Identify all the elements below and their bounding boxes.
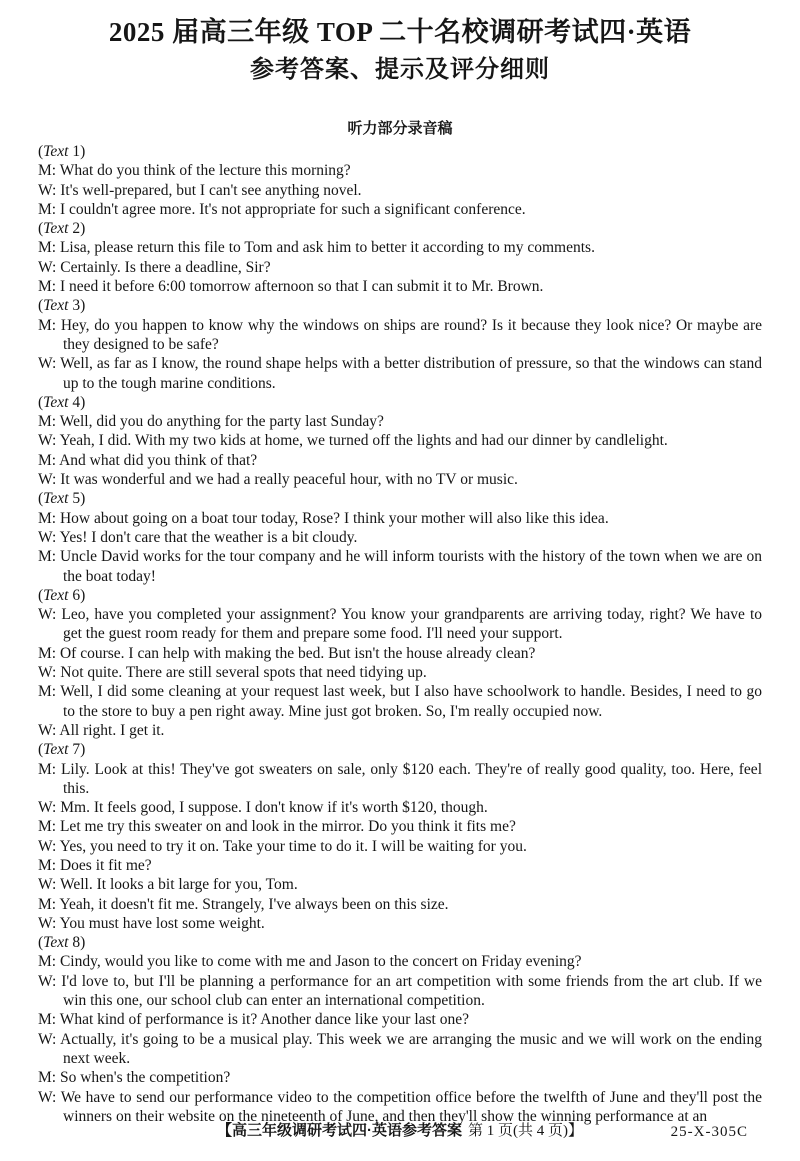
speaker-label: W: — [38, 432, 60, 450]
speaker-label: W: — [38, 471, 61, 489]
dialogue-line: M: What do you think of the lecture this morning? — [38, 162, 351, 180]
dialogue-line: M: I couldn't agree more. It's not appropriate for such a significant conference. — [38, 200, 526, 218]
speaker-label: W: — [38, 972, 62, 990]
speaker-label: M: — [38, 1069, 60, 1087]
footer-exam-code: 25-X-305C — [670, 1124, 748, 1140]
text-marker-word: Text — [43, 393, 69, 411]
dialogue-line: M: Cindy, would you like to come with me and Jason to the concert on Friday evening? — [38, 953, 582, 971]
speaker-label: M: — [38, 278, 60, 296]
speaker-label: M: — [38, 760, 61, 778]
speaker-label: W: — [38, 876, 60, 894]
dialogue-line: W: I'd love to, but I'll be planning a performance for an art competition with some friends from the art club. If we win this one, our school club can enter an international competition. — [38, 972, 762, 1010]
text-marker: (Text 4) — [38, 393, 86, 411]
text-marker: (Text 2) — [38, 220, 86, 238]
dialogue-line: M: Well, I did some cleaning at your request last week, but I also have schoolwork to handle. Besides, I need to go to the store to buy a pen right away. Mine just got broken. So, I'm really occupied now. — [38, 683, 762, 720]
dialogue-line: W: Not quite. There are still several spots that need tidying up. — [38, 664, 427, 682]
dialogue-line: W: Mm. It feels good, I suppose. I don't know if it's worth $120, though. — [38, 799, 488, 817]
text-marker: (Text 8) — [38, 934, 86, 952]
footer-doc-title: 【高三年级调研考试四·英语参考答案 — [217, 1122, 462, 1139]
dialogue-line: M: How about going on a boat tour today, Rose? I think your mother will also like this idea. — [38, 509, 609, 527]
speaker-label: W: — [38, 721, 60, 739]
dialogue-line: W: Certainly. Is there a deadline, Sir? — [38, 258, 271, 276]
speaker-label: W: — [38, 1088, 61, 1106]
footer-page-number: 第 1 页(共 4 页)】 — [468, 1123, 583, 1139]
dialogue-line: W: Well, as far as I know, the round shape helps with a better distribution of pressure, so that the windows can stand up to the tough marine conditions. — [38, 355, 762, 392]
speaker-label: M: — [38, 451, 60, 469]
dialogue-line: W: It's well-prepared, but I can't see anything novel. — [38, 181, 362, 199]
text-marker-word: Text — [43, 490, 69, 508]
text-marker-word: Text — [43, 934, 69, 952]
dialogue-line: W: Yes, you need to try it on. Take your time to do it. I will be waiting for you. — [38, 837, 527, 855]
text-marker: (Text 5) — [38, 490, 86, 508]
speaker-label: M: — [38, 413, 60, 431]
speaker-label: M: — [38, 548, 61, 566]
text-marker-word: Text — [43, 220, 69, 238]
dialogue-line: M: I need it before 6:00 tomorrow afternoon so that I can submit it to Mr. Brown. — [38, 278, 544, 296]
speaker-label: M: — [38, 644, 60, 662]
speaker-label: M: — [38, 509, 60, 527]
dialogue-line: M: Of course. I can help with making the bed. But isn't the house already clean? — [38, 644, 536, 662]
speaker-label: M: — [38, 162, 60, 180]
text-marker-word: Text — [43, 586, 69, 604]
speaker-label: W: — [38, 528, 60, 546]
text-marker: (Text 1) — [38, 143, 86, 160]
dialogue-line: M: Hey, do you happen to know why the windows on ships are round? Is it because they look nice? Or maybe are they designed to be safe? — [38, 316, 762, 353]
dialogue-line: M: What kind of performance is it? Another dance like your last one? — [38, 1011, 469, 1029]
dialogue-line: W: Well. It looks a bit large for you, Tom. — [38, 876, 298, 894]
dialogue-line: W: You must have lost some weight. — [38, 914, 265, 932]
text-marker-word: Text — [43, 297, 69, 315]
text-marker: (Text 7) — [38, 741, 86, 759]
speaker-label: M: — [38, 818, 60, 836]
dialogue-line: W: All right. I get it. — [38, 721, 165, 739]
dialogue-line: M: Uncle David works for the tour company and he will inform tourists with the history of the town when we are on the boat today! — [38, 548, 762, 585]
section-heading: 听力部分录音稿 — [347, 120, 453, 137]
speaker-label: W: — [38, 837, 60, 855]
dialogue-line: M: Yeah, it doesn't fit me. Strangely, I've always been on this size. — [38, 895, 449, 913]
text-marker: (Text 6) — [38, 586, 86, 604]
dialogue-line: M: Let me try this sweater on and look in the mirror. Do you think it fits me? — [38, 818, 516, 836]
dialogue-line: W: It was wonderful and we had a really peaceful hour, with no TV or music. — [38, 471, 518, 489]
dialogue-line: W: Leo, have you completed your assignment? You know your grandparents are arriving today, right? We have to get the guest room ready for them and prepare some food. I'll need your support. — [38, 606, 762, 643]
page-title: 2025 届高三年级 TOP 二十名校调研考试四·英语 — [108, 17, 692, 47]
text-marker-word: Text — [43, 741, 69, 759]
speaker-label: M: — [38, 239, 60, 257]
dialogue-line: M: Lily. Look at this! They've got sweaters on sale, only $120 each. They're of really good quality, too. Here, feel this. — [38, 760, 762, 797]
dialogue-line: W: Actually, it's going to be a musical play. This week we are arranging the music and we will work on the ending next week. — [38, 1030, 762, 1067]
speaker-label: W: — [38, 799, 61, 817]
page-header — [0, 0, 800, 86]
text-marker-word: Text — [43, 143, 69, 160]
text-marker: (Text 3) — [38, 297, 86, 315]
dialogue-line: W: We have to send our performance video to the competition office before the twelfth of June and they'll post the winners on their website on the nineteenth of June, and then they'll show the winning performance at an — [38, 1088, 762, 1125]
speaker-label: M: — [38, 200, 60, 218]
dialogue-line: M: Does it fit me? — [38, 856, 152, 874]
dialogue-line: M: And what did you think of that? — [38, 451, 258, 469]
page-subtitle: 参考答案、提示及评分细则 — [250, 56, 550, 83]
dialogue-line: W: Yeah, I did. With my two kids at home, we turned off the lights and had our dinner by candlelight. — [38, 432, 668, 450]
speaker-label: W: — [38, 258, 61, 276]
speaker-label: W: — [38, 914, 60, 932]
speaker-label: M: — [38, 953, 60, 971]
speaker-label: M: — [38, 316, 61, 334]
speaker-label: M: — [38, 683, 61, 701]
speaker-label: M: — [38, 856, 60, 874]
speaker-label: W: — [38, 181, 61, 199]
speaker-label: W: — [38, 1030, 61, 1048]
speaker-label: W: — [38, 355, 61, 373]
dialogue-line: M: So when's the competition? — [38, 1069, 231, 1087]
speaker-label: W: — [38, 606, 62, 624]
speaker-label: M: — [38, 1011, 60, 1029]
transcript — [38, 142, 762, 1126]
dialogue-line: W: Yes! I don't care that the weather is a bit cloudy. — [38, 528, 358, 546]
dialogue-line: M: Well, did you do anything for the party last Sunday? — [38, 413, 384, 431]
speaker-label: W: — [38, 664, 61, 682]
speaker-label: M: — [38, 895, 60, 913]
dialogue-line: M: Lisa, please return this file to Tom and ask him to better it according to my comments. — [38, 239, 595, 257]
